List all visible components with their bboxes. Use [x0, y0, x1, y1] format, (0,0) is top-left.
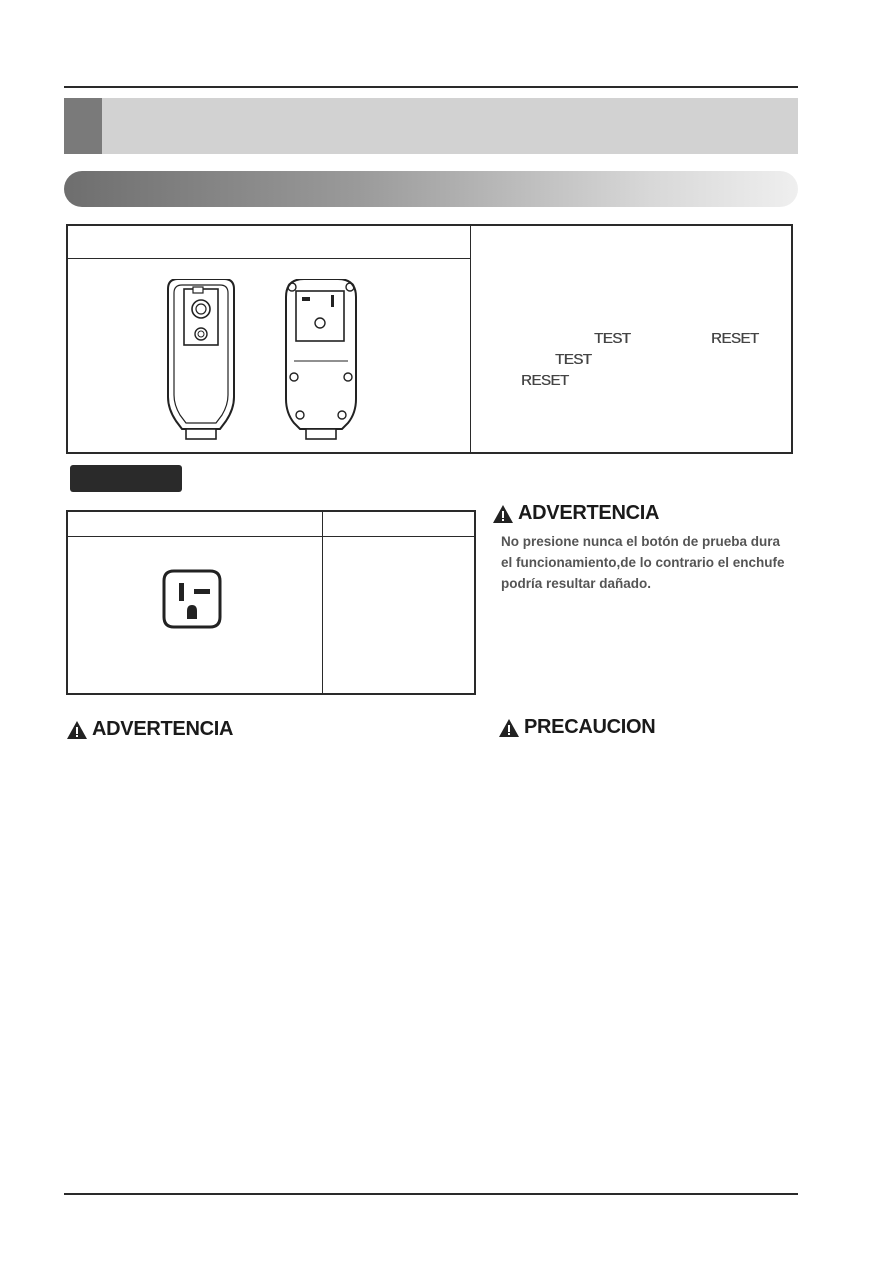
- warning-right-line-3: podría resultar dañado.: [501, 576, 652, 591]
- warning-right-text: [501, 531, 881, 594]
- reset-keyword: RESET: [711, 330, 759, 347]
- outlet-table-column-divider: [322, 512, 323, 693]
- warning-right-line-2: el funcionamiento,de lo contrario el enchufe: [501, 555, 785, 570]
- outlet-table: [66, 510, 476, 695]
- warning-left: [66, 718, 233, 741]
- grounded-outlet-icon: [160, 567, 224, 631]
- caution-title-row: [498, 716, 655, 739]
- test-keyword: TEST: [594, 330, 631, 347]
- reset-keyword-2: RESET: [521, 372, 569, 389]
- top-rule: [64, 86, 798, 88]
- warning-triangle-icon: [498, 718, 520, 738]
- warning-right: [492, 502, 659, 525]
- caution: [498, 716, 655, 739]
- gfci-plug-front-icon: [160, 279, 242, 445]
- warning-triangle-icon: [492, 504, 514, 524]
- warning-right-title-row: [492, 502, 659, 525]
- note-label-pill: [70, 465, 182, 492]
- caution-title: PRECAUCION: [524, 716, 656, 738]
- section-header: [64, 98, 798, 154]
- plug-description-cell: [471, 226, 793, 452]
- warning-left-title: ADVERTENCIA: [92, 718, 234, 740]
- outlet-table-header-divider: [68, 536, 474, 537]
- test-keyword-2: TEST: [555, 351, 592, 368]
- section-header-tab: [64, 98, 102, 154]
- warning-triangle-icon: [66, 720, 88, 740]
- bottom-rule: [64, 1193, 798, 1195]
- plug-info-box: [66, 224, 793, 454]
- gfci-plug-back-icon: [280, 279, 362, 445]
- subsection-bar: [64, 171, 798, 207]
- warning-right-line-1: No presione nunca el botón de prueba dura: [501, 534, 781, 549]
- warning-left-title-row: [66, 718, 233, 741]
- plug-illustration-cell: [68, 259, 470, 452]
- warning-right-title: ADVERTENCIA: [518, 502, 660, 524]
